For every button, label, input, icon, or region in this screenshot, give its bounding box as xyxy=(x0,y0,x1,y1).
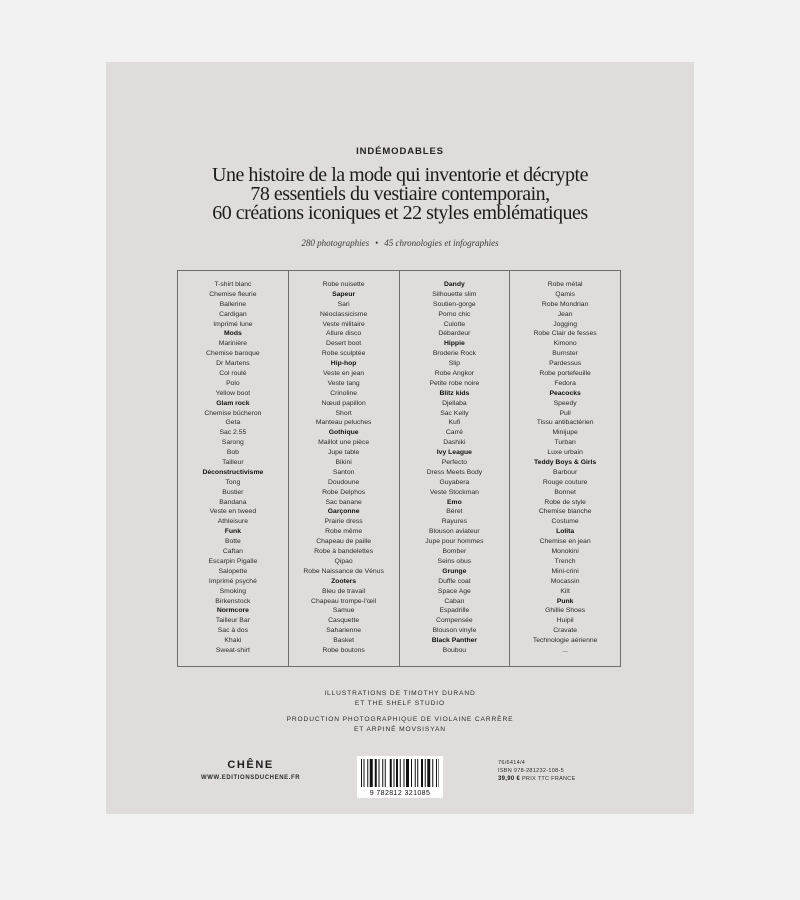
list-item: Qipao xyxy=(334,557,353,565)
style-heading: Teddy Boys & Girls xyxy=(534,459,597,467)
list-item: Jean xyxy=(557,310,573,318)
list-item: Khaki xyxy=(224,637,242,645)
list-item: Cravate xyxy=(553,627,578,635)
style-heading: Zooters xyxy=(331,577,357,585)
subtitle-separator: • xyxy=(375,238,379,248)
list-item: Caban xyxy=(444,597,465,605)
list-item: Robe Clair de fesses xyxy=(533,330,597,338)
list-item: Kufi xyxy=(448,419,461,427)
list-item: Botte xyxy=(224,538,241,546)
list-item: Sarong xyxy=(221,439,244,447)
list-item: Sac banane xyxy=(325,498,362,506)
style-heading: Lolita xyxy=(556,528,575,536)
style-heading: Blitz kids xyxy=(439,389,470,397)
list-item: Carré xyxy=(445,429,463,437)
list-item: Polo xyxy=(226,379,240,387)
publisher-logo: CHÊNE xyxy=(227,759,274,771)
list-item: Robe Naissance de Vénus xyxy=(303,567,384,575)
barcode-bars xyxy=(361,759,439,787)
list-item: Jogging xyxy=(553,320,578,328)
style-heading: Hippie xyxy=(443,340,465,348)
list-item: Caftan xyxy=(222,548,243,556)
list-item: Dress Meets Body xyxy=(426,468,483,476)
barcode xyxy=(357,756,443,798)
list-item: Huipil xyxy=(556,617,574,625)
list-item: Samue xyxy=(332,607,355,615)
barcode-bar xyxy=(375,759,377,787)
list-item: Chapeau de paille xyxy=(316,538,372,546)
list-item: Saharienne xyxy=(326,627,362,635)
list-item: Costume xyxy=(551,518,579,526)
list-item: Bustier xyxy=(222,488,244,496)
list-item: Tailleur Bar xyxy=(215,617,250,625)
list-item: Geta xyxy=(225,419,241,427)
list-item: Robe sculptée xyxy=(321,350,366,358)
list-item: Blouson aviateur xyxy=(429,528,480,536)
list-item: Doudoune xyxy=(327,478,360,486)
list-item: Kimono xyxy=(553,340,577,348)
style-heading: Dandy xyxy=(443,281,465,288)
list-item: Veste Stockman xyxy=(429,488,479,496)
barcode-bar xyxy=(406,759,409,787)
price-amount: 39,90 € xyxy=(498,776,521,782)
list-item: Robe nuisette xyxy=(322,281,365,288)
list-item: Rayures xyxy=(441,518,468,526)
list-item: Prairie dress xyxy=(324,518,363,526)
list-item: Guyabera xyxy=(439,478,470,486)
list-item: Bonnet xyxy=(554,488,576,496)
style-heading: Ivy League xyxy=(436,449,472,457)
barcode-bar xyxy=(411,759,412,787)
barcode-bar xyxy=(415,759,416,787)
list-item: Marinière xyxy=(218,340,248,348)
publisher xyxy=(201,759,300,781)
list-item: Sac 2.55 xyxy=(219,429,247,437)
style-heading: Garçonne xyxy=(327,508,360,516)
style-heading: Mods xyxy=(224,330,242,338)
list-item: Kilt xyxy=(560,587,570,595)
list-item: Allure disco xyxy=(326,330,362,338)
contents-column-3 xyxy=(399,271,510,666)
barcode-bar xyxy=(379,759,380,787)
style-heading: Déconstructivisme xyxy=(202,468,264,476)
book-back-cover xyxy=(106,62,694,814)
list-item: Sari xyxy=(337,300,350,308)
style-heading: Punk xyxy=(556,597,574,605)
isbn: ISBN 978-281232-108-5 xyxy=(498,768,564,774)
credits-photo-production: PRODUCTION PHOTOGRAPHIQUE DE VIOLAINE CARRÈRE xyxy=(286,716,514,723)
list-item: Ballerine xyxy=(219,300,247,308)
list-item: Rouge couture xyxy=(542,478,588,486)
contents-column-4 xyxy=(509,271,620,666)
style-heading: Sapeur xyxy=(332,290,356,298)
list-item: Robe Angkor xyxy=(434,370,475,378)
list-item: Luxe urbain xyxy=(547,449,583,457)
list-item: Speedy xyxy=(553,399,577,407)
list-item: Chemise baroque xyxy=(206,350,260,358)
barcode-bar xyxy=(436,759,437,787)
barcode-bar xyxy=(396,759,398,787)
publisher-url: WWW.EDITIONSDUCHENE.FR xyxy=(201,775,301,781)
list-item: Robe Mondrian xyxy=(541,300,589,308)
list-item: Technologie aérienne xyxy=(532,637,598,645)
list-item: Compensée xyxy=(436,617,473,625)
list-item: Basket xyxy=(333,637,355,645)
list-item: Bikini xyxy=(335,459,352,467)
list-item: Silhouette slim xyxy=(432,290,477,298)
list-item: Monokini xyxy=(551,548,579,556)
barcode-bar xyxy=(400,759,401,787)
credits xyxy=(106,689,694,735)
list-item: Perfecto xyxy=(441,459,468,467)
style-heading: Grunge xyxy=(442,567,467,575)
list-item: Manteau peluches xyxy=(315,419,372,427)
barcode-bar xyxy=(390,759,392,787)
list-item: Djellaba xyxy=(442,399,467,407)
barcode-bar xyxy=(404,759,405,787)
style-heading: Funk xyxy=(224,528,241,536)
list-item: Chemise bûcheron xyxy=(204,409,262,417)
barcode-bar xyxy=(439,759,440,787)
list-item: Space Age xyxy=(437,587,471,595)
headline xyxy=(106,166,694,223)
list-item: Imprimé psyché xyxy=(208,577,257,585)
barcode-bar xyxy=(361,759,362,787)
style-heading: Peacocks xyxy=(549,389,581,397)
price-block xyxy=(498,759,576,783)
list-item: T-shirt blanc xyxy=(214,281,252,288)
list-item: Maillot une pièce xyxy=(318,439,370,447)
style-heading: Gothique xyxy=(328,429,359,437)
style-heading: Hip-hop xyxy=(330,360,357,368)
headline-line-1: Une histoire de la mode qui inventorie et décrypte xyxy=(212,164,588,186)
barcode-bar xyxy=(370,759,373,787)
list-item: Trench xyxy=(554,557,576,565)
list-item: Athleisure xyxy=(217,518,248,526)
subtitle xyxy=(106,238,694,248)
barcode-bar xyxy=(425,759,426,787)
list-item: Veste en jean xyxy=(323,370,365,378)
list-item: Smoking xyxy=(219,587,247,595)
list-item: Crinoline xyxy=(330,389,358,397)
contents-grid xyxy=(177,270,621,667)
list-item: Béret xyxy=(446,508,463,516)
list-item: Tissu antibactérien xyxy=(536,419,594,427)
contents-column-2 xyxy=(288,271,399,666)
headline-line-2: 78 essentiels du vestiaire contemporain, xyxy=(250,183,550,205)
list-item: Jupe table xyxy=(327,449,360,457)
list-item: Fedora xyxy=(554,379,576,387)
list-item: Cardigan xyxy=(219,310,247,318)
style-heading: Normcore xyxy=(216,607,249,615)
style-heading: Black Panther xyxy=(431,637,478,645)
list-item: Jupe pour hommes xyxy=(425,538,484,546)
list-item: Qamis xyxy=(555,290,575,298)
list-item: Seins obus xyxy=(437,557,472,565)
list-item: Nœud papillon xyxy=(321,399,366,407)
list-item: Robe à bandelettes xyxy=(314,548,374,556)
list-item: Birkenstock xyxy=(215,597,251,605)
list-item: Bleu de travail xyxy=(322,587,366,595)
list-item: Veste en tweed xyxy=(209,508,257,516)
list-item: Bob xyxy=(226,449,239,457)
list-item: Petite robe noire xyxy=(429,379,480,387)
list-item: Soutien-gorge xyxy=(433,300,476,308)
list-item: Blouson vinyle xyxy=(432,627,477,635)
list-item: Veste militaire xyxy=(322,320,365,328)
barcode-bar xyxy=(432,759,433,787)
list-item: Minijupe xyxy=(552,429,578,437)
headline-line-3: 60 créations iconiques et 22 styles emblématiques xyxy=(212,202,588,224)
list-item: Desert boot xyxy=(326,340,362,348)
list-item: Slip xyxy=(448,360,461,368)
list-item: Robe même xyxy=(325,528,363,536)
list-item: Dashiki xyxy=(443,439,466,447)
list-item: Col roulé xyxy=(219,370,247,378)
list-item: Robe boutons xyxy=(322,646,365,654)
list-item: Burnster xyxy=(552,350,578,358)
list-item: Veste tang xyxy=(327,379,360,387)
list-item: Imprimé lune xyxy=(213,320,253,328)
list-item: Broderie Rock xyxy=(432,350,476,358)
barcode-digits: 9 782812 321085 xyxy=(369,790,431,797)
list-item: Néoclassicisme xyxy=(320,310,368,318)
list-item: Duffle coat xyxy=(438,577,471,585)
series-title: INDÉMODABLES xyxy=(356,146,444,157)
list-item: Pardessus xyxy=(549,360,582,368)
list-item: Culotte xyxy=(443,320,466,328)
list-item: Chemise fleurie xyxy=(209,290,257,298)
subtitle-photos: 280 photographies xyxy=(301,238,370,248)
list-item: Chemise blanche xyxy=(538,508,592,516)
barcode-bar xyxy=(417,759,418,787)
list-item: Tailleur xyxy=(222,459,244,467)
list-item: Sac Kelly xyxy=(440,409,469,417)
list-item: Mini-crini xyxy=(551,567,579,575)
credits-illustrations: ILLUSTRATIONS DE TIMOTHY DURAND xyxy=(324,690,476,697)
product-code: 76/6414/4 xyxy=(498,760,526,766)
list-item: Mocassin xyxy=(550,577,580,585)
list-item: Dr Martens xyxy=(216,360,250,368)
list-item: Débardeur xyxy=(438,330,471,338)
list-item: Bandana xyxy=(219,498,247,506)
list-item: Robe métal xyxy=(547,281,583,288)
barcode-bar xyxy=(364,759,365,787)
list-item: Tong xyxy=(225,478,241,486)
list-item: Yellow boot xyxy=(215,389,251,397)
subtitle-chronologies: 45 chronologies et infographies xyxy=(384,238,499,248)
barcode-bar xyxy=(385,759,386,787)
contents-column-1 xyxy=(178,271,288,666)
barcode-bar xyxy=(427,759,430,787)
list-item: Casquette xyxy=(328,617,360,625)
list-item: Escarpin Pigalle xyxy=(208,557,258,565)
list-item: Chemise en jean xyxy=(539,538,591,546)
barcode-bar xyxy=(421,759,423,787)
price-label: PRIX TTC FRANCE xyxy=(521,776,576,782)
barcode-bar xyxy=(382,759,383,787)
style-heading: Glam rock xyxy=(216,399,250,407)
list-item: Sac à dos xyxy=(217,627,248,635)
list-item: Robe portefeuille xyxy=(539,370,591,378)
list-item: Turban xyxy=(554,439,576,447)
list-item: Boubou xyxy=(442,646,467,654)
list-item: Barbour xyxy=(553,468,578,476)
list-item: Sweat-shirt xyxy=(215,646,250,654)
credits-photographer: ET ARPINÉ MOVSISYAN xyxy=(354,726,446,733)
list-item: Robe Delphos xyxy=(322,488,366,496)
list-item: Porno chic xyxy=(438,310,471,318)
barcode-bar xyxy=(394,759,395,787)
list-item: Salopette xyxy=(218,567,248,575)
style-heading: Emo xyxy=(447,498,462,506)
list-item: ... xyxy=(562,646,568,654)
barcode-bar xyxy=(367,759,368,787)
list-item: Ghillie Shoes xyxy=(545,607,586,615)
credits-studio: ET THE SHELF STUDIO xyxy=(354,700,446,707)
list-item: Robe de style xyxy=(544,498,586,506)
list-item: Pull xyxy=(559,409,571,417)
list-item: Chapeau trompe-l'œil xyxy=(311,597,377,605)
list-item: Santon xyxy=(332,468,355,476)
list-item: Short xyxy=(335,409,352,417)
list-item: Bomber xyxy=(442,548,467,556)
list-item: Espadrille xyxy=(439,607,470,615)
